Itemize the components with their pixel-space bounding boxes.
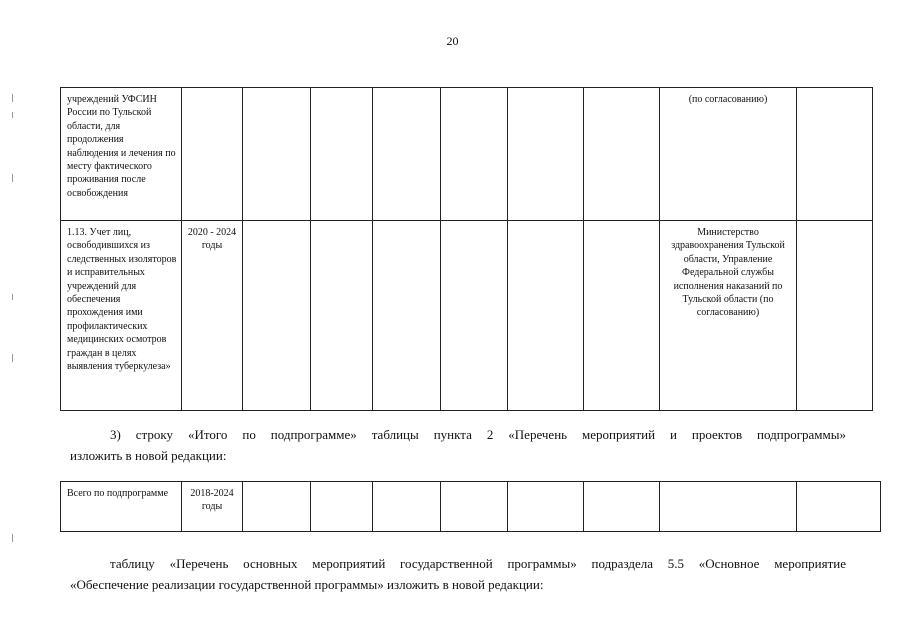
empty-cell bbox=[441, 221, 508, 411]
executor: (по согласованию) bbox=[688, 94, 768, 105]
measure-name: учреждений УФСИН России по Тульской области, для продолжения наблюдения и лечения по месту фактического проживания после освобождения bbox=[67, 94, 176, 199]
executor-cell bbox=[660, 88, 797, 221]
empty-cell bbox=[508, 482, 584, 532]
table-row bbox=[61, 88, 873, 221]
period: 2018-2024 годы bbox=[190, 488, 234, 513]
paragraph-3 bbox=[70, 424, 846, 466]
empty-cell bbox=[584, 221, 660, 411]
empty-cell bbox=[797, 88, 873, 221]
page-number: 20 bbox=[446, 34, 459, 48]
empty-cell bbox=[373, 88, 441, 221]
empty-cell bbox=[311, 88, 373, 221]
empty-cell bbox=[243, 221, 311, 411]
executor-cell bbox=[660, 221, 797, 411]
total-table bbox=[60, 481, 881, 532]
paragraph-line: изложить в новой редакции: bbox=[70, 448, 227, 463]
empty-cell bbox=[584, 482, 660, 532]
paragraph-line: 3) строку «Итого по подпрограмме» таблицы пункта 2 «Перечень мероприятий и проектов подпрограммы» bbox=[110, 427, 846, 442]
empty-cell bbox=[243, 88, 311, 221]
period bbox=[182, 88, 242, 96]
measure-name-cell bbox=[61, 221, 182, 411]
empty-cell bbox=[441, 88, 508, 221]
empty-cell bbox=[311, 221, 373, 411]
measure-name: 1.13. Учет лиц, освободившихся из следственных изоляторов и исправительных учреждений для обеспечения прохождения ими профилактических медицинских осмотров граждан в целях выявления туберкулеза» bbox=[67, 227, 177, 373]
paragraph-table-intro bbox=[70, 553, 846, 595]
empty-cell bbox=[243, 482, 311, 532]
period-cell bbox=[182, 482, 243, 532]
total-name-cell bbox=[61, 482, 182, 532]
empty-cell bbox=[508, 221, 584, 411]
period: 2020 - 2024 годы bbox=[187, 227, 237, 252]
table-row bbox=[61, 482, 881, 532]
binding-margin-marks bbox=[12, 94, 16, 564]
period-cell bbox=[182, 221, 243, 411]
empty-cell bbox=[660, 482, 797, 532]
measure-name-cell bbox=[61, 88, 182, 221]
empty-cell bbox=[373, 482, 441, 532]
empty-cell bbox=[441, 482, 508, 532]
paragraph-line: «Обеспечение реализации государственной программы» изложить в новой редакции: bbox=[70, 577, 544, 592]
measures-table bbox=[60, 87, 873, 411]
paragraph-line: таблицу «Перечень основных мероприятий государственной программы» подраздела 5.5 «Основное мероприятие bbox=[110, 556, 846, 571]
empty-cell bbox=[797, 482, 881, 532]
empty-cell bbox=[508, 88, 584, 221]
empty-cell bbox=[797, 221, 873, 411]
table-row bbox=[61, 221, 873, 411]
period-cell bbox=[182, 88, 243, 221]
executor: Министерство здравоохранения Тульской области, Управление Федеральной службы исполнения наказаний по Тульской области (по согласованию) bbox=[671, 227, 785, 319]
empty-cell bbox=[311, 482, 373, 532]
empty-cell bbox=[373, 221, 441, 411]
total-name: Всего по подпрограмме bbox=[67, 488, 169, 499]
empty-cell bbox=[584, 88, 660, 221]
